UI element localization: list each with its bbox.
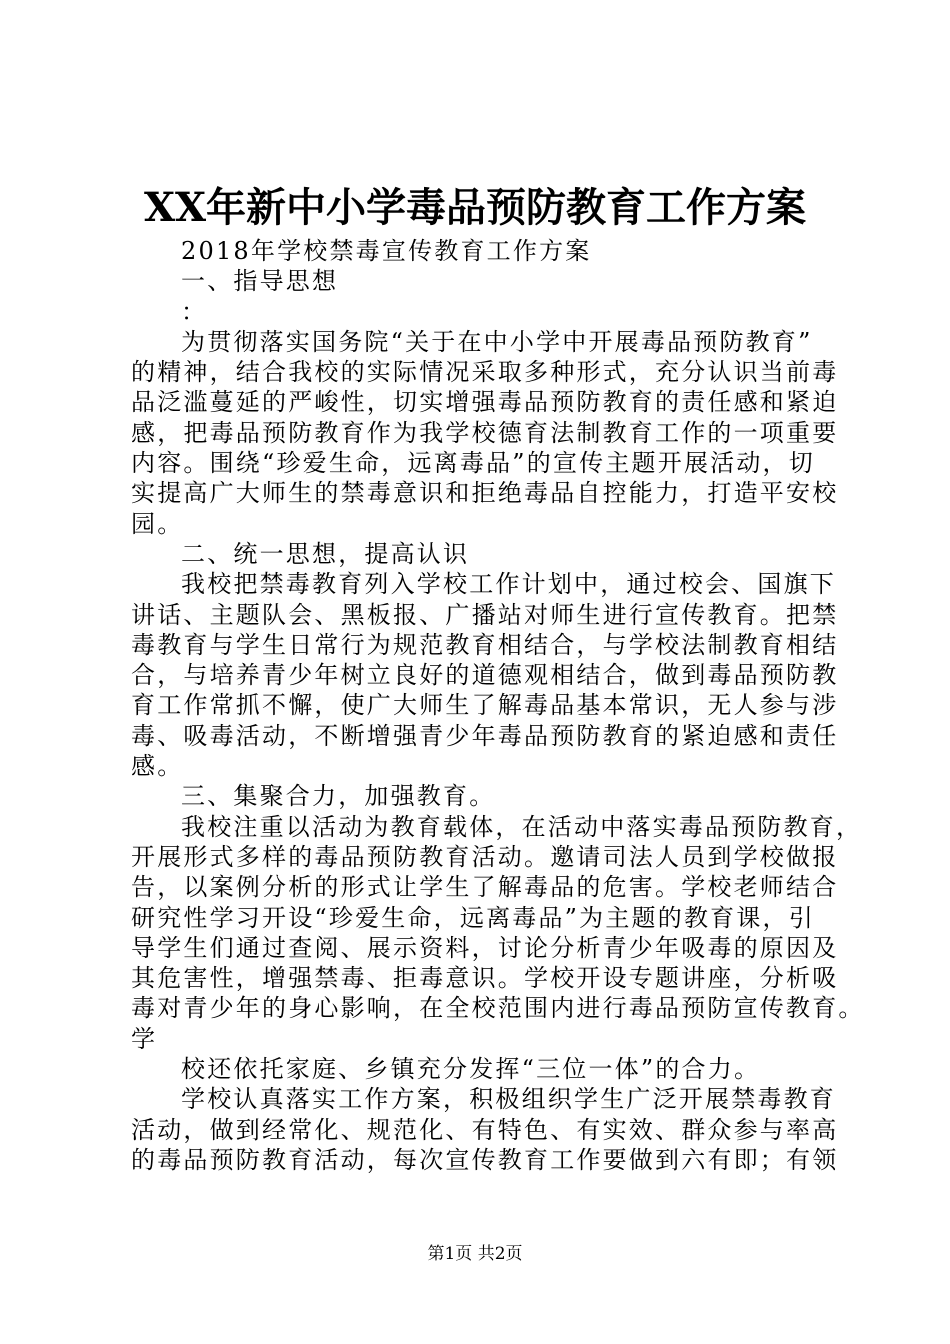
body-line: 三、集聚合力，加强教育。 (181, 782, 496, 811)
body-line: 园。 (131, 509, 184, 538)
body-line: 其危害性，增强禁毒、拒毒意识。学校开设专题讲座，分析吸 (131, 964, 839, 993)
body-line: 告，以案例分析的形式让学生了解毒品的危害。学校老师结合 (131, 873, 839, 902)
body-line: 开展形式多样的毒品预防教育活动。邀请司法人员到学校做报 (131, 842, 839, 871)
body-line: 我校注重以活动为教育载体，在活动中落实毒品预防教育， (181, 812, 863, 841)
page-footer: 第1页 共2页 (427, 1244, 523, 1264)
body-line: ： (181, 297, 208, 326)
body-line: 校还依托家庭、乡镇充分发挥“三位一体”的合力。 (181, 1055, 761, 1084)
body-line: 学 (131, 1024, 158, 1053)
body-line: 学校认真落实工作方案，积极组织学生广泛开展禁毒教育 (181, 1085, 836, 1114)
document-title: XX年新中小学毒品预防教育工作方案 (143, 184, 807, 231)
body-line: 研究性学习开设“珍爱生命，远离毒品”为主题的教育课，引 (131, 903, 815, 932)
body-line: 一、指导思想 (181, 267, 339, 296)
body-line: 内容。围绕“珍爱生命，远离毒品”的宣传主题开展活动，切 (131, 449, 815, 478)
body-line: 讲话、主题队会、黑板报、广播站对师生进行宣传教育。把禁 (131, 600, 839, 629)
body-line: 导学生们通过查阅、展示资料，讨论分析青少年吸毒的原因及 (131, 933, 839, 962)
body-line: 毒对青少年的身心影响，在全校范围内进行毒品预防宣传教育。 (131, 994, 865, 1023)
body-line: 感。 (131, 752, 184, 781)
body-line: 合，与培养青少年树立良好的道德观相结合，做到毒品预防教 (131, 661, 839, 690)
body-line: 感，把毒品预防教育作为我学校德育法制教育工作的一项重要 (131, 418, 839, 447)
document-body (131, 236, 865, 1175)
body-line: 的精神，结合我校的实际情况采取多种形式，充分认识当前毒 (131, 358, 839, 387)
body-line: 品泛滥蔓延的严峻性，切实增强毒品预防教育的责任感和紧迫 (131, 388, 839, 417)
body-line: 二、统一思想，提高认识 (181, 539, 470, 568)
body-line: 毒教育与学生日常行为规范教育相结合，与学校法制教育相结 (131, 630, 839, 659)
body-line: 为贯彻落实国务院“关于在中小学中开展毒品预防教育” (181, 327, 813, 356)
body-line: 2018年学校禁毒宣传教育工作方案 (181, 237, 592, 265)
body-line: 实提高广大师生的禁毒意识和拒绝毒品自控能力，打造平安校 (131, 479, 839, 508)
body-line: 我校把禁毒教育列入学校工作计划中，通过校会、国旗下 (181, 570, 836, 599)
body-line: 的毒品预防教育活动，每次宣传教育工作要做到六有即；有领 (131, 1145, 839, 1174)
body-line: 毒、吸毒活动，不断增强青少年毒品预防教育的紧迫感和责任 (131, 721, 839, 750)
body-line: 活动，做到经常化、规范化、有特色、有实效、群众参与率高 (131, 1115, 839, 1144)
body-line: 育工作常抓不懈，使广大师生了解毒品基本常识，无人参与涉 (131, 691, 839, 720)
